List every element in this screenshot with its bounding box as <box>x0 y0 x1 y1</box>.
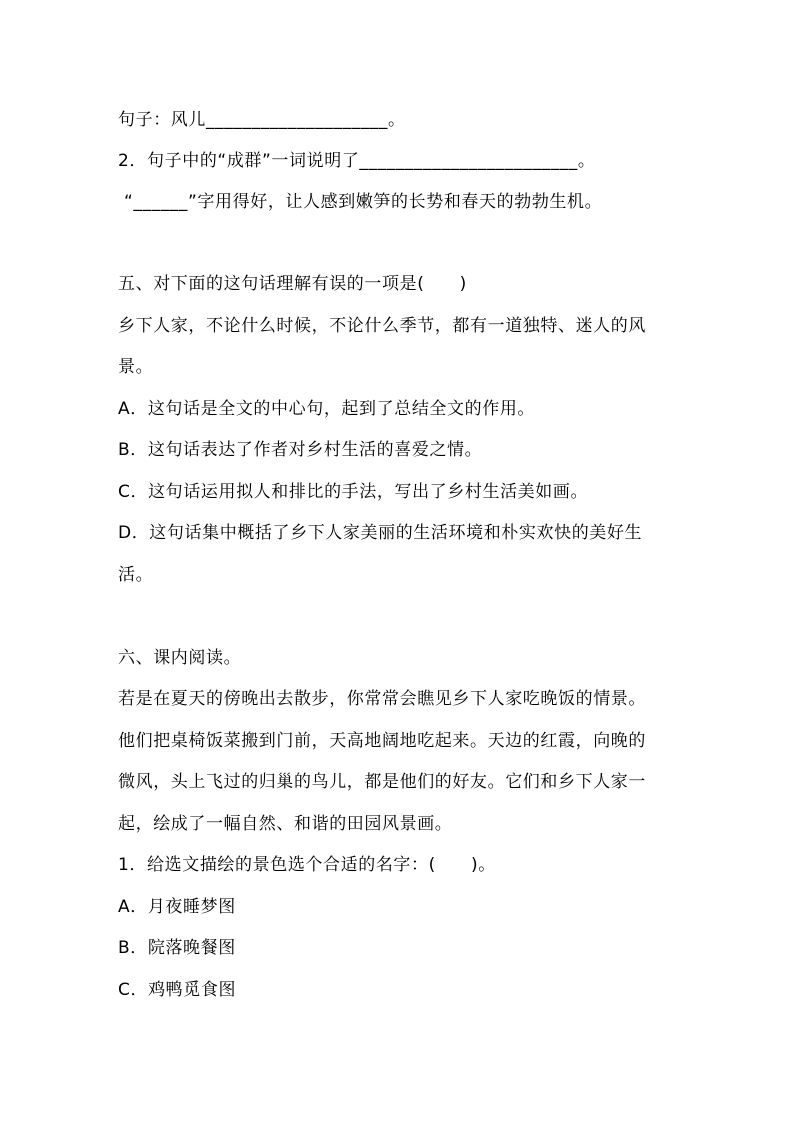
section-5-quote-line-1: 乡下人家，不论什么时候，不论什么季节，都有一道独特、迷人的风 <box>118 316 646 336</box>
section-5-option-d-line-1: D．这句话集中概括了乡下人家美丽的生活环境和朴实欢快的美好生 <box>118 523 643 543</box>
section-5-option-d-line-2: 活。 <box>118 565 154 585</box>
section-5-heading: 五、对下面的这句话理解有误的一项是( ) <box>118 274 467 294</box>
passage-line-4: 起，绘成了一幅自然、和谐的田园风景画。 <box>118 814 453 834</box>
passage-line-3: 微风，头上飞过的归巢的鸟儿，都是他们的好友。它们和乡下人家一 <box>118 772 646 792</box>
question-2-line: 2．句子中的“成群”一词说明了________________________。 <box>118 151 596 171</box>
section-5-option-c: C．这句话运用拟人和排比的手法，写出了乡村生活美如画。 <box>118 482 589 502</box>
section-6-option-a: A．月夜睡梦图 <box>118 897 236 917</box>
section-6-option-b: B．院落晚餐图 <box>118 938 236 958</box>
section-6-question-1: 1．给选文描绘的景色选个合适的名字：( )。 <box>118 855 496 875</box>
section-5-option-a: A．这句话是全文的中心句，起到了总结全文的作用。 <box>118 399 536 419</box>
section-6-heading: 六、课内阅读。 <box>118 648 242 668</box>
section-5-quote-line-2: 景。 <box>118 357 154 377</box>
section-6-option-c: C．鸡鸭觅食图 <box>118 980 237 1000</box>
sentence-blank-line: 句子：风儿____________________。 <box>118 110 406 130</box>
passage-line-1: 若是在夏天的傍晚出去散步，你常常会瞧见乡下人家吃晚饭的情景。 <box>118 689 646 709</box>
section-5-option-b: B．这句话表达了作者对乡村生活的喜爱之情。 <box>118 440 483 460</box>
passage-line-2: 他们把桌椅饭菜搬到门前，天高地阔地吃起来。天边的红霞，向晚的 <box>118 731 646 751</box>
quote-blank-line: “______”字用得好，让人感到嫩笋的长势和春天的勃勃生机。 <box>124 192 603 212</box>
